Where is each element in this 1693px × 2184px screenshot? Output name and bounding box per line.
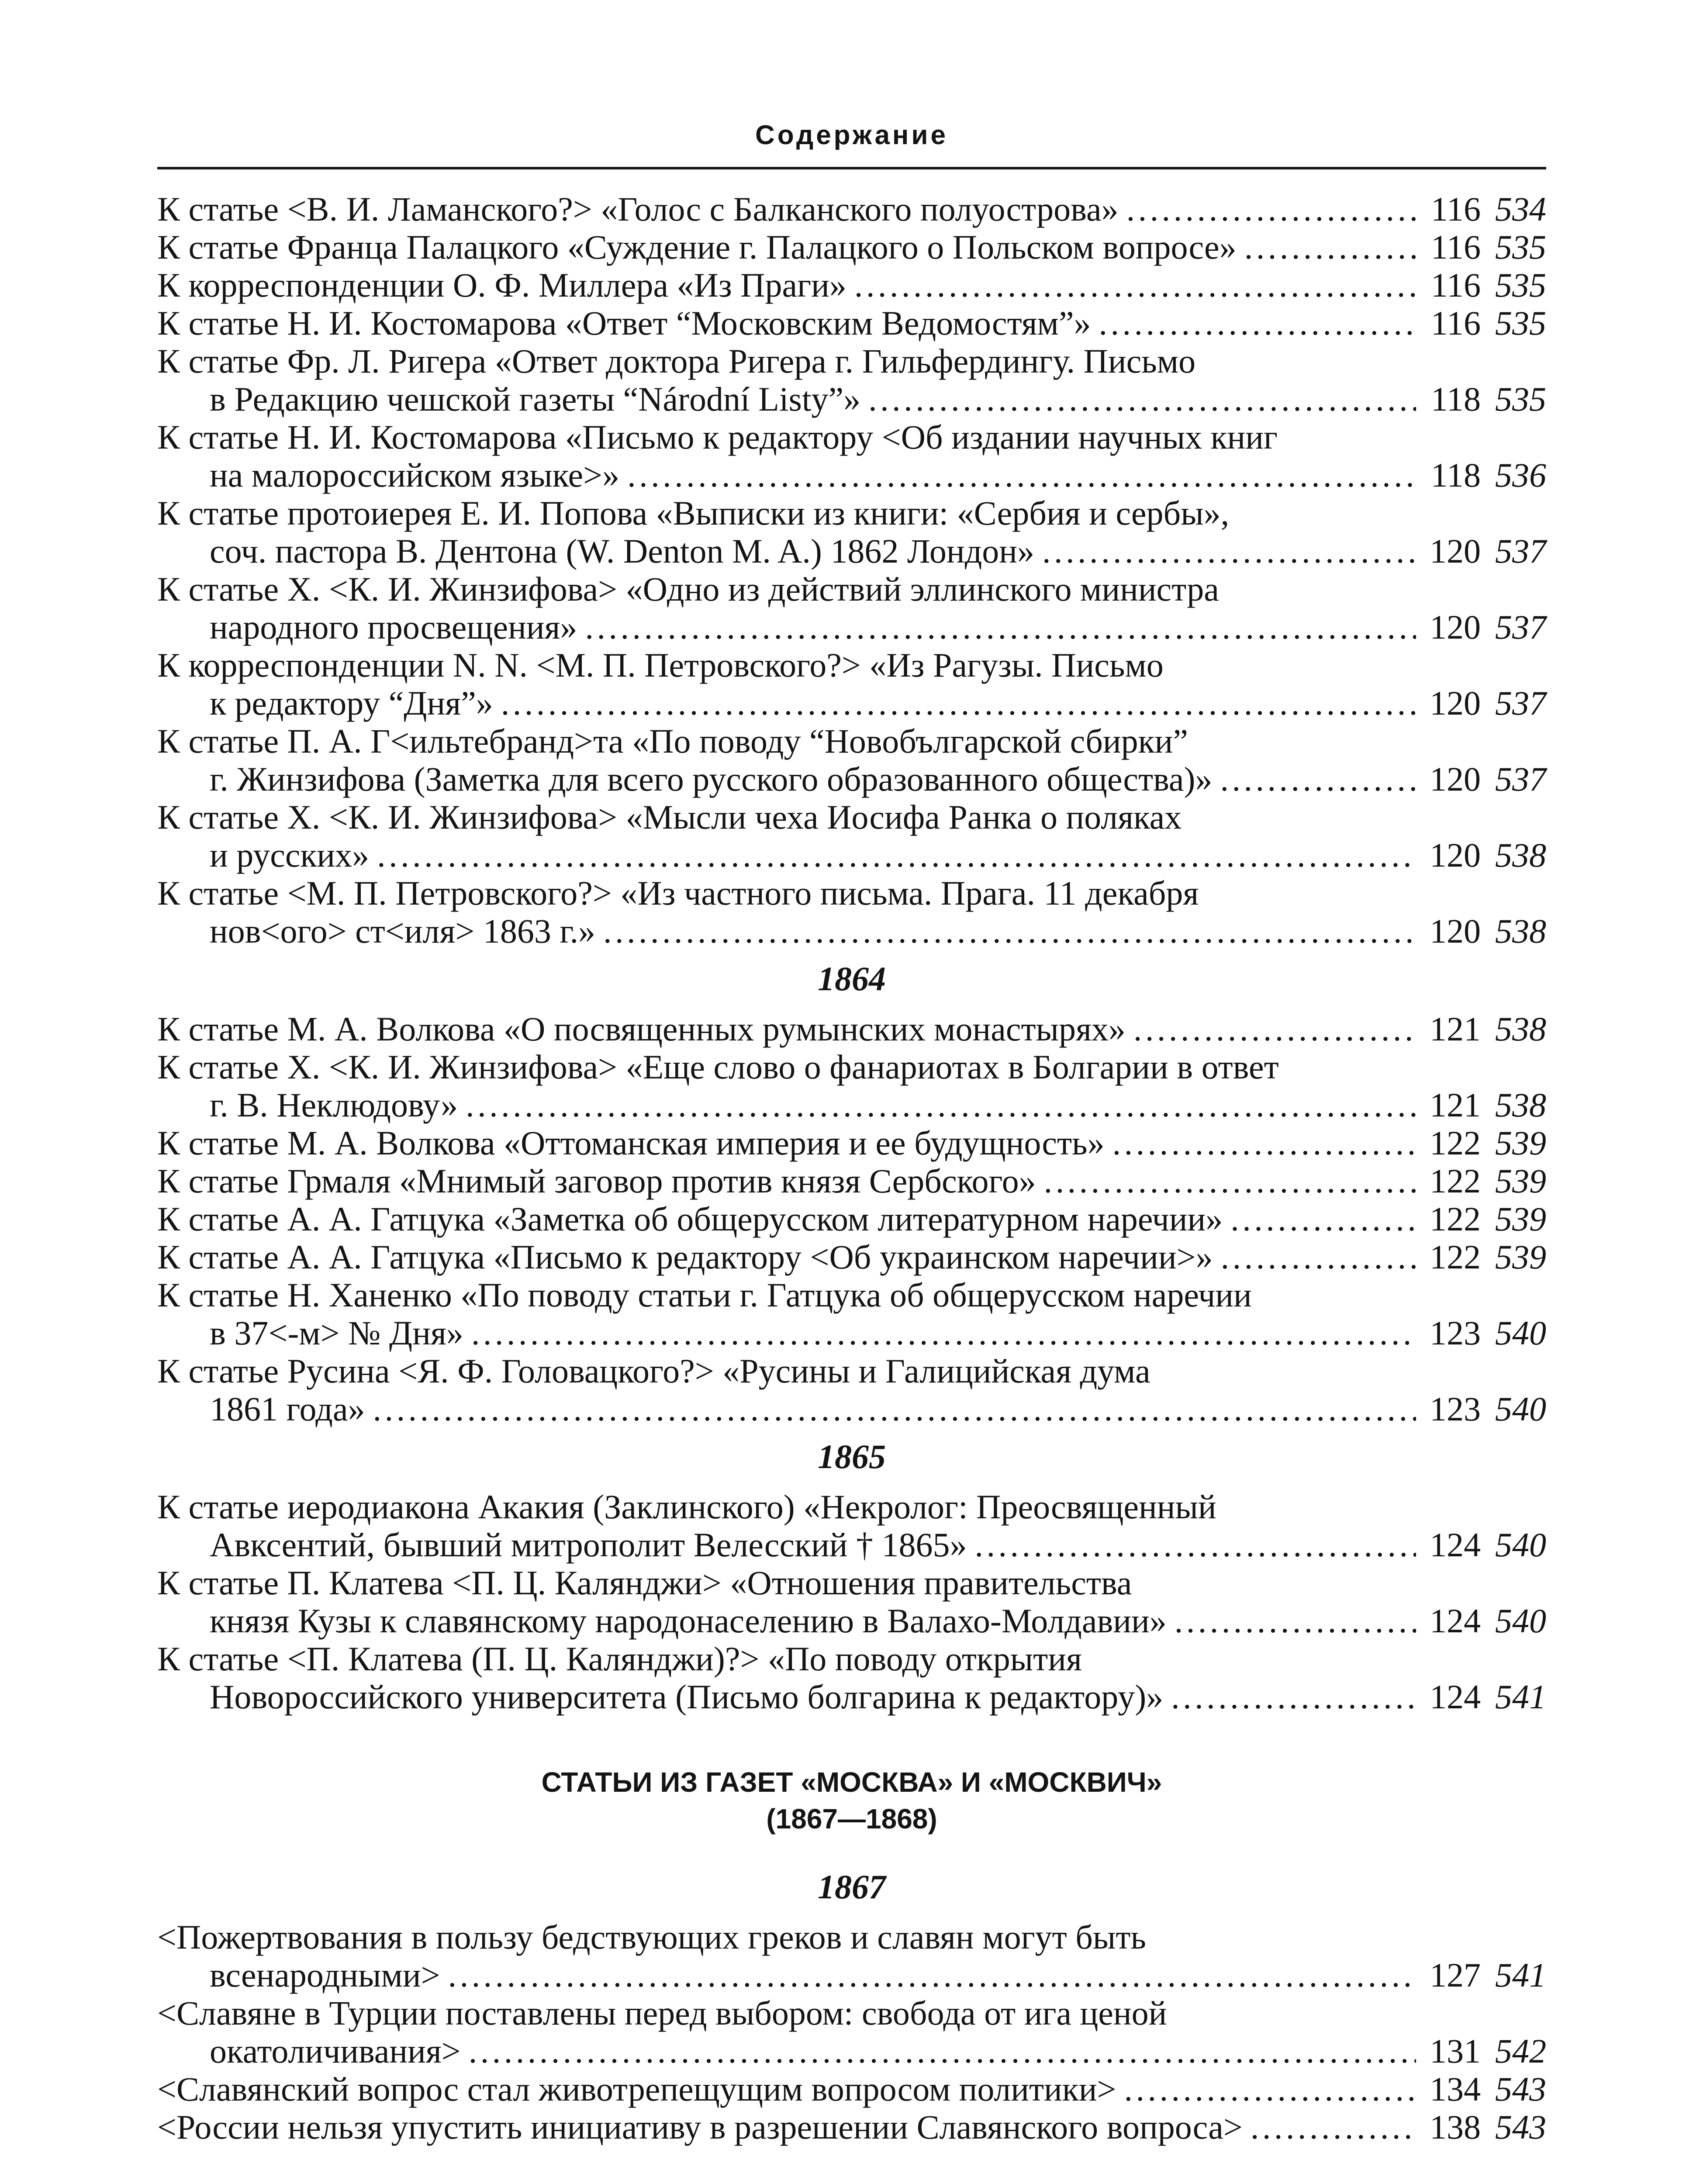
page-ref: 118 — [1430, 456, 1481, 494]
commentary-page-ref: 538 — [1495, 1010, 1546, 1048]
commentary-page-ref: 540 — [1495, 1602, 1546, 1640]
toc-entry-line — [157, 380, 1546, 418]
toc-entry-text: К статье Франца Палацкого «Суждение г. Палацкого о Польском вопросе» — [157, 228, 1237, 266]
toc-entry-text: Авксентий, бывший митрополит Велесский † 1865» — [210, 1526, 967, 1564]
toc-entry-first-line: К статье Х. <К. И. Жинзифова> «Одно из действий эллинского министра — [157, 570, 1219, 608]
toc-entry-line — [157, 684, 1546, 722]
toc-entry — [157, 1276, 1546, 1352]
toc-entry-line — [157, 1010, 1546, 1048]
page-ref: 116 — [1430, 190, 1481, 228]
leader-dots — [868, 380, 1416, 418]
table-of-contents — [157, 190, 1546, 2146]
page-ref: 122 — [1430, 1124, 1481, 1162]
page-ref: 116 — [1430, 266, 1481, 304]
toc-entry-first-line: К статье П. А. Г<ильтебранд>та «По поводу “Новобългарской сбирки” — [157, 722, 1188, 760]
page-ref: 122 — [1430, 1200, 1481, 1238]
commentary-page-ref: 535 — [1495, 380, 1546, 418]
page-ref: 120 — [1430, 836, 1481, 874]
commentary-page-ref: 538 — [1495, 912, 1546, 950]
leader-dots — [469, 2032, 1416, 2070]
toc-entry-text: на малороссийском языке>» — [210, 456, 620, 494]
toc-entry — [157, 1918, 1546, 1994]
toc-entry — [157, 1238, 1546, 1276]
page-ref: 124 — [1430, 1678, 1481, 1716]
toc-entry-first-line: К статье П. Клатева <П. Ц. Калянджи> «Отношения правительства — [157, 1564, 1132, 1602]
commentary-page-ref: 542 — [1495, 2032, 1546, 2070]
toc-entry-text: Новороссийского университета (Письмо болгарина к редактору)» — [210, 1678, 1164, 1716]
toc-entry-first-line: К статье Н. Ханенко «По поводу статьи г. Гатцука об общерусском наречии — [157, 1276, 1252, 1314]
toc-entry-text: в Редакцию чешской газеты “Národní Listy”» — [210, 380, 861, 418]
leader-dots — [466, 1086, 1416, 1124]
toc-entry-text: окатоличивания> — [210, 2032, 461, 2070]
toc-entry — [157, 418, 1546, 494]
commentary-page-ref: 540 — [1495, 1314, 1546, 1352]
leader-dots — [1230, 1200, 1416, 1238]
year-heading: 1865 — [818, 1438, 886, 1476]
page-ref: 121 — [1430, 1010, 1481, 1048]
toc-entry-text: г. В. Неклюдову» — [210, 1086, 458, 1124]
toc-entry-text: г. Жинзифова (Заметка для всего русского образованного общества)» — [210, 760, 1213, 798]
leader-dots — [1124, 2070, 1416, 2108]
toc-entry-line — [157, 1314, 1546, 1352]
toc-entry — [157, 722, 1546, 798]
commentary-page-ref: 543 — [1495, 2108, 1546, 2146]
toc-entry — [157, 228, 1546, 266]
page-ref: 116 — [1430, 228, 1481, 266]
toc-entry-text: К статье Н. И. Костомарова «Ответ “Московским Ведомостям”» — [157, 304, 1091, 342]
toc-entry — [157, 494, 1546, 570]
leader-dots — [854, 266, 1416, 304]
commentary-page-ref: 541 — [1495, 1678, 1546, 1716]
toc-entry-line — [157, 1086, 1546, 1124]
year-heading: 1864 — [818, 960, 886, 998]
commentary-page-ref: 543 — [1495, 2070, 1546, 2108]
toc-entry-line — [157, 1390, 1546, 1428]
toc-entry-text: К статье А. А. Гатцука «Письмо к редактору <Об украинском наречии>» — [157, 1238, 1213, 1276]
header-rule — [157, 167, 1546, 169]
toc-entry-line — [157, 912, 1546, 950]
commentary-page-ref: 537 — [1495, 608, 1546, 646]
toc-entry — [157, 1640, 1546, 1716]
commentary-page-ref: 540 — [1495, 1390, 1546, 1428]
page-ref: 124 — [1430, 1526, 1481, 1564]
toc-entry-text: К статье А. А. Гатцука «Заметка об общерусском литературном наречии» — [157, 1200, 1223, 1238]
toc-entry-line — [157, 760, 1546, 798]
commentary-page-ref: 541 — [1495, 1956, 1546, 1994]
toc-entry — [157, 304, 1546, 342]
leader-dots — [627, 456, 1416, 494]
toc-entry-text: К статье М. А. Волкова «Оттоманская империя и ее будущность» — [157, 1124, 1105, 1162]
page-ref: 123 — [1430, 1390, 1481, 1428]
leader-dots — [585, 608, 1416, 646]
toc-entry — [157, 1048, 1546, 1124]
toc-entry-text: К статье <В. И. Ламанского?> «Голос с Балканского полуострова» — [157, 190, 1119, 228]
toc-entry-line — [157, 532, 1546, 570]
page-ref: 124 — [1430, 1602, 1481, 1640]
toc-entry-text: <Славянский вопрос стал животрепещущим вопросом политики> — [157, 2070, 1116, 2108]
toc-entry-line — [157, 836, 1546, 874]
toc-entry — [157, 1994, 1546, 2070]
section-subtitle: (1867—1868) — [766, 1803, 937, 1835]
leader-dots — [501, 684, 1416, 722]
page-ref: 120 — [1430, 608, 1481, 646]
toc-entry-text: К статье Грмаля «Мнимый заговор против князя Сербского» — [157, 1162, 1036, 1200]
toc-entry-text: нов<ого> ст<иля> 1863 г.» — [210, 912, 596, 950]
leader-dots — [1044, 1162, 1416, 1200]
year-heading: 1867 — [818, 1868, 886, 1906]
commentary-page-ref: 538 — [1495, 1086, 1546, 1124]
leader-dots — [1221, 1238, 1416, 1276]
toc-entry-line — [157, 1956, 1546, 1994]
toc-entry — [157, 2108, 1546, 2146]
page-ref: 122 — [1430, 1238, 1481, 1276]
page-ref: 118 — [1430, 380, 1481, 418]
toc-entry-line — [157, 1602, 1546, 1640]
toc-entry-first-line: К статье <П. Клатева (П. Ц. Калянджи)?> «По поводу открытия — [157, 1640, 1082, 1678]
page-ref: 120 — [1430, 684, 1481, 722]
toc-entry — [157, 1010, 1546, 1048]
toc-entry-text: соч. пастора В. Дентона (W. Denton M. A.) 1862 Лондон» — [210, 532, 1034, 570]
leader-dots — [1042, 532, 1416, 570]
toc-entry-text: и русских» — [210, 836, 370, 874]
toc-entry-text: <России нельзя упустить инициативу в разрешении Славянского вопроса> — [157, 2108, 1243, 2146]
toc-entry-line — [157, 1238, 1546, 1276]
toc-entry — [157, 1200, 1546, 1238]
leader-dots — [448, 1956, 1416, 1994]
leader-dots — [1113, 1124, 1416, 1162]
commentary-page-ref: 537 — [1495, 760, 1546, 798]
toc-entry-line — [157, 190, 1546, 228]
leader-dots — [1251, 2108, 1416, 2146]
toc-entry-first-line: К статье иеродиакона Акакия (Заклинского) «Некролог: Преосвященный — [157, 1488, 1216, 1526]
toc-entry — [157, 2070, 1546, 2108]
commentary-page-ref: 535 — [1495, 304, 1546, 342]
toc-entry — [157, 570, 1546, 646]
toc-entry-first-line: К статье Фр. Л. Ригера «Ответ доктора Ригера г. Гильфердингу. Письмо — [157, 342, 1196, 380]
page-ref: 123 — [1430, 1314, 1481, 1352]
running-head: Содержание — [755, 120, 948, 150]
toc-entry — [157, 1564, 1546, 1640]
toc-entry-line — [157, 608, 1546, 646]
toc-entry-text: князя Кузы к славянскому народонаселению в Валахо-Молдавии» — [210, 1602, 1167, 1640]
toc-entry-text: в 37<-м> № Дня» — [210, 1314, 463, 1352]
commentary-page-ref: 534 — [1495, 190, 1546, 228]
page-ref: 138 — [1430, 2108, 1481, 2146]
toc-entry — [157, 798, 1546, 874]
toc-entry-text: народного просвещения» — [210, 608, 577, 646]
toc-entry-text: К корреспонденции О. Ф. Миллера «Из Праги» — [157, 266, 846, 304]
commentary-page-ref: 539 — [1495, 1162, 1546, 1200]
commentary-page-ref: 536 — [1495, 456, 1546, 494]
leader-dots — [377, 836, 1416, 874]
commentary-page-ref: 540 — [1495, 1526, 1546, 1564]
leader-dots — [1220, 760, 1416, 798]
leader-dots — [1133, 1010, 1416, 1048]
toc-entry — [157, 1488, 1546, 1564]
toc-entry-line — [157, 2032, 1546, 2070]
toc-entry-text: К статье М. А. Волкова «О посвященных румынских монастырях» — [157, 1010, 1126, 1048]
page-ref: 134 — [1430, 2070, 1481, 2108]
toc-entry — [157, 874, 1546, 950]
toc-entry-text: 1861 года» — [210, 1390, 365, 1428]
commentary-page-ref: 535 — [1495, 228, 1546, 266]
toc-entry-first-line: К статье <М. П. Петровского?> «Из частного письма. Прага. 11 декабря — [157, 874, 1199, 912]
toc-entry-first-line: <Славяне в Турции поставлены перед выбором: свобода от ига ценой — [157, 1994, 1167, 2032]
toc-entry-text: всенародными> — [210, 1956, 440, 1994]
toc-entry — [157, 646, 1546, 722]
toc-entry-first-line: К статье Н. И. Костомарова «Письмо к редактору <Об издании научных книг — [157, 418, 1278, 456]
toc-entry-text: к редактору “Дня”» — [210, 684, 493, 722]
commentary-page-ref: 538 — [1495, 836, 1546, 874]
toc-entry-line — [157, 1678, 1546, 1716]
page-ref: 127 — [1430, 1956, 1481, 1994]
leader-dots — [1171, 1678, 1416, 1716]
toc-entry-line — [157, 2108, 1546, 2146]
toc-entry — [157, 1352, 1546, 1428]
page-ref: 120 — [1430, 532, 1481, 570]
page-ref: 120 — [1430, 760, 1481, 798]
toc-entry-first-line: <Пожертвования в пользу бедствующих греков и славян могут быть — [157, 1918, 1146, 1956]
toc-entry — [157, 190, 1546, 228]
toc-entry-line — [157, 1162, 1546, 1200]
commentary-page-ref: 537 — [1495, 532, 1546, 570]
toc-entry-line — [157, 2070, 1546, 2108]
toc-entry — [157, 342, 1546, 418]
toc-entry-line — [157, 304, 1546, 342]
commentary-page-ref: 539 — [1495, 1124, 1546, 1162]
leader-dots — [603, 912, 1416, 950]
toc-entry-line — [157, 266, 1546, 304]
page-ref: 121 — [1430, 1086, 1481, 1124]
leader-dots — [373, 1390, 1416, 1428]
page-ref: 120 — [1430, 912, 1481, 950]
commentary-page-ref: 535 — [1495, 266, 1546, 304]
leader-dots — [471, 1314, 1416, 1352]
toc-entry-line — [157, 1200, 1546, 1238]
toc-entry-line — [157, 456, 1546, 494]
page-ref: 116 — [1430, 304, 1481, 342]
commentary-page-ref: 539 — [1495, 1200, 1546, 1238]
toc-entry-first-line: К статье Русина <Я. Ф. Головацкого?> «Русины и Галицийская дума — [157, 1352, 1151, 1390]
commentary-page-ref: 539 — [1495, 1238, 1546, 1276]
toc-entry-line — [157, 228, 1546, 266]
commentary-page-ref: 537 — [1495, 684, 1546, 722]
toc-entry-first-line: К статье протоиерея Е. И. Попова «Выписки из книги: «Сербия и сербы», — [157, 494, 1230, 532]
toc-entry-line — [157, 1124, 1546, 1162]
page-ref: 122 — [1430, 1162, 1481, 1200]
leader-dots — [974, 1526, 1416, 1564]
toc-entry — [157, 1124, 1546, 1162]
toc-entry-first-line: К статье Х. <К. И. Жинзифова> «Еще слово о фанариотах в Болгарии в ответ — [157, 1048, 1279, 1086]
leader-dots — [1099, 304, 1416, 342]
section-title: СТАТЬИ ИЗ ГАЗЕТ «МОСКВА» И «МОСКВИЧ» — [541, 1766, 1162, 1798]
leader-dots — [1244, 228, 1416, 266]
leader-dots — [1126, 190, 1416, 228]
toc-entry-first-line: К корреспонденции N. N. <М. П. Петровского?> «Из Рагузы. Письмо — [157, 646, 1164, 684]
leader-dots — [1175, 1602, 1416, 1640]
toc-entry-first-line: К статье Х. <К. И. Жинзифова> «Мысли чеха Иосифа Ранка о поляках — [157, 798, 1182, 836]
page-ref: 131 — [1430, 2032, 1481, 2070]
toc-entry-line — [157, 1526, 1546, 1564]
toc-entry — [157, 266, 1546, 304]
toc-entry — [157, 1162, 1546, 1200]
